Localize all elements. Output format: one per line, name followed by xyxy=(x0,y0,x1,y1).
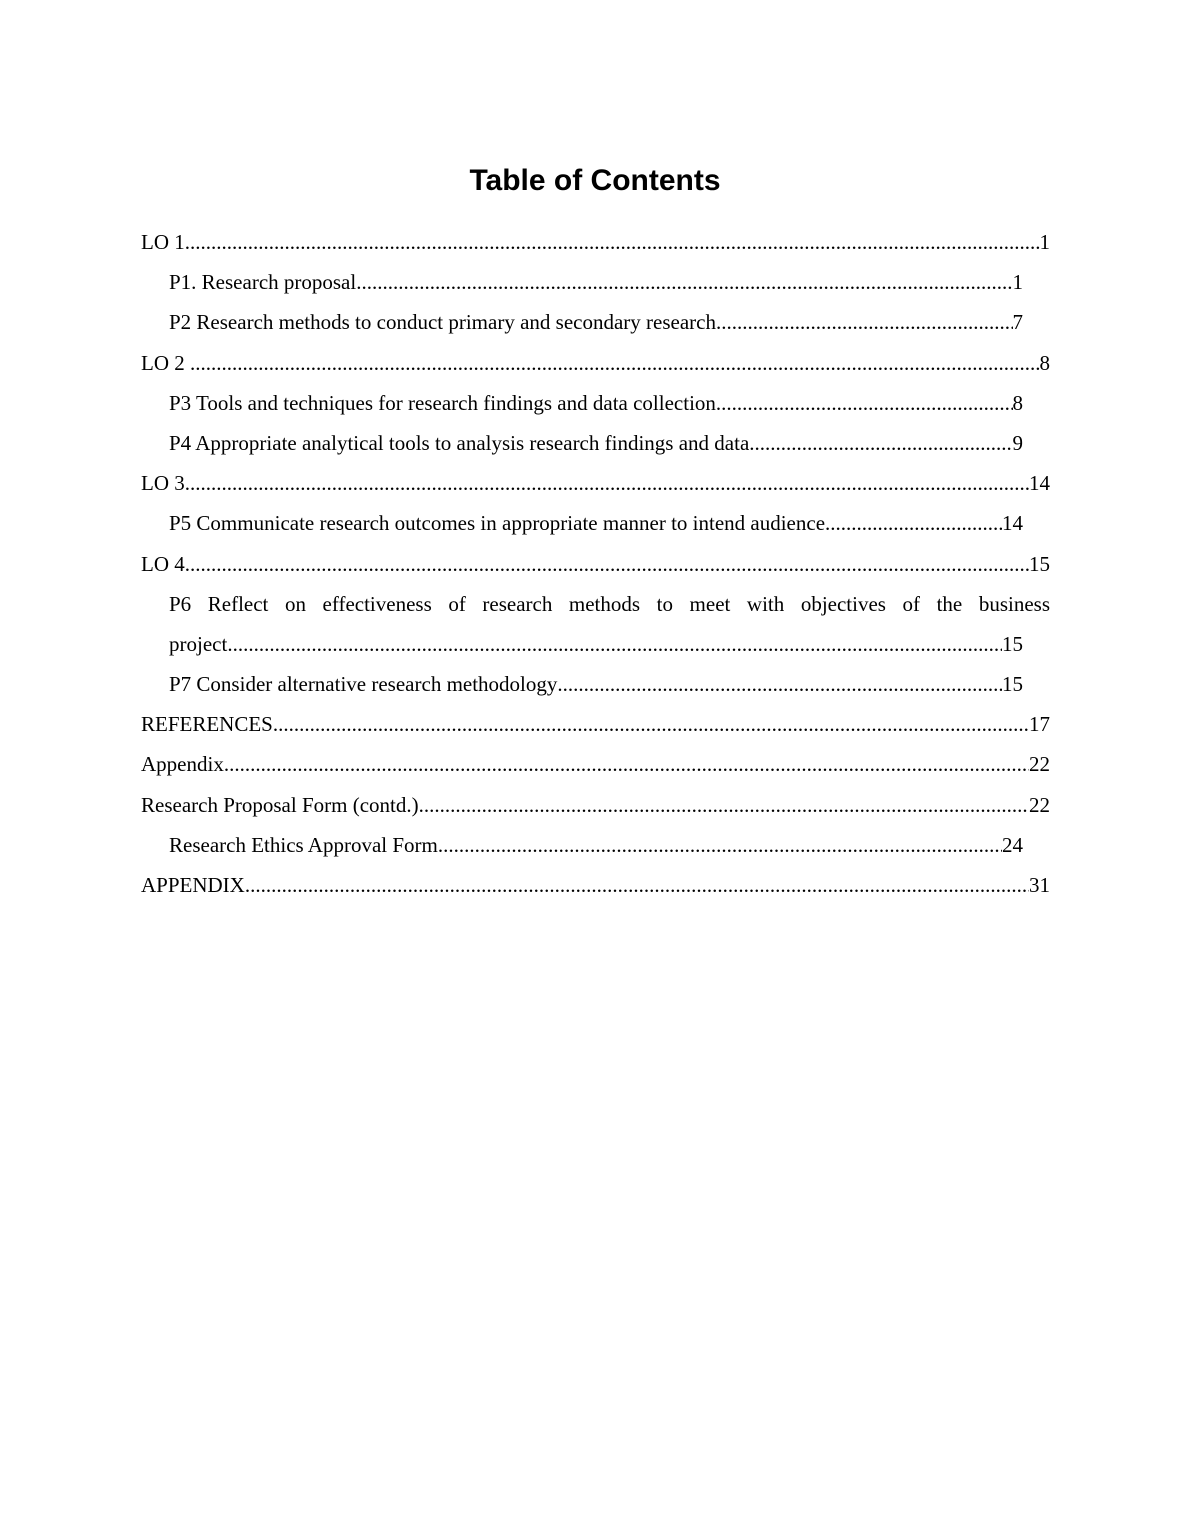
toc-entry-page: 1 xyxy=(1012,270,1023,295)
toc-entry-page: 22 xyxy=(1029,792,1050,817)
dot-leader xyxy=(273,708,1029,740)
toc-entry-lo3[interactable] xyxy=(141,467,1050,507)
dot-leader xyxy=(356,266,1012,298)
toc-entry-label: P5 Communicate research outcomes in appropriate manner to intend audience xyxy=(169,511,826,536)
dot-leader xyxy=(716,387,1013,419)
toc-entry-label: LO 2 xyxy=(141,350,190,375)
toc-entry-p5[interactable] xyxy=(169,507,1023,547)
toc-entry-label-line1: P6 Reflect on effectiveness of research methods to meet with objectives of the business xyxy=(169,591,1050,616)
table-of-contents xyxy=(141,226,1050,909)
toc-entry-lo2[interactable] xyxy=(141,347,1050,387)
toc-entry-label: REFERENCES xyxy=(141,712,273,737)
dot-leader xyxy=(227,628,1002,660)
toc-entry-label: Research Proposal Form (contd.) xyxy=(141,792,419,817)
toc-entry-label: P3 Tools and techniques for research findings and data collection xyxy=(169,390,716,415)
toc-entry-p4[interactable] xyxy=(169,427,1023,467)
dot-leader xyxy=(419,789,1029,821)
dot-leader xyxy=(438,829,1002,861)
toc-entry-label: APPENDIX xyxy=(141,873,245,898)
toc-entry-label: P2 Research methods to conduct primary and secondary research xyxy=(169,310,716,335)
toc-entry-page: 31 xyxy=(1029,873,1050,898)
toc-entry-label-line2: project xyxy=(169,631,228,656)
toc-entry-page: 8 xyxy=(1039,350,1050,375)
toc-entry-label: LO 4 xyxy=(141,551,185,576)
dot-leader xyxy=(185,548,1029,580)
toc-entry-p3[interactable] xyxy=(169,387,1023,427)
toc-entry-appendix[interactable] xyxy=(141,748,1050,788)
toc-title: Table of Contents xyxy=(469,164,721,197)
toc-entry-page: 1 xyxy=(1039,230,1050,254)
toc-entry-label: P4 Appropriate analytical tools to analysis research findings and data xyxy=(169,430,750,455)
toc-entry-p7[interactable] xyxy=(169,668,1023,708)
toc-entry-p1[interactable] xyxy=(169,266,1023,306)
dot-leader xyxy=(716,306,1013,338)
toc-entry-p2[interactable] xyxy=(169,306,1023,346)
toc-entry-page: 15 xyxy=(1002,631,1023,656)
toc-entry-p6[interactable] xyxy=(169,588,1050,668)
toc-entry-label: LO 3 xyxy=(141,471,185,496)
toc-entry-label: P7 Consider alternative research methodology xyxy=(169,672,558,697)
dot-leader xyxy=(749,427,1012,459)
toc-entry-label: P1. Research proposal xyxy=(169,270,357,295)
toc-entry-page: 17 xyxy=(1029,712,1050,737)
toc-entry-page: 14 xyxy=(1002,511,1023,536)
dot-leader xyxy=(185,226,1040,258)
toc-entry-page: 8 xyxy=(1012,390,1023,415)
toc-entry-page: 15 xyxy=(1002,672,1023,697)
toc-entry-label: LO 1 xyxy=(141,230,185,254)
toc-entry-lo1[interactable] xyxy=(141,226,1050,266)
dot-leader xyxy=(224,748,1029,780)
toc-entry-label: Research Ethics Approval Form xyxy=(169,832,438,857)
toc-entry-page: 9 xyxy=(1012,430,1023,455)
dot-leader xyxy=(557,668,1002,700)
toc-entry-page: 14 xyxy=(1029,471,1050,496)
toc-entry-page: 7 xyxy=(1012,310,1023,335)
toc-entry-label: Appendix xyxy=(141,752,224,777)
dot-leader xyxy=(825,507,1002,539)
toc-entry-references[interactable] xyxy=(141,708,1050,748)
toc-entry-lo4[interactable] xyxy=(141,548,1050,588)
toc-entry-ethics-approval-form[interactable] xyxy=(169,829,1023,869)
dot-leader xyxy=(190,347,1040,379)
toc-entry-page: 22 xyxy=(1029,752,1050,777)
toc-entry-page: 15 xyxy=(1029,551,1050,576)
toc-entry-research-proposal-form[interactable] xyxy=(141,789,1050,829)
dot-leader xyxy=(185,467,1029,499)
toc-entry-appendix-caps[interactable] xyxy=(141,869,1050,909)
toc-entry-page: 24 xyxy=(1002,832,1023,857)
dot-leader xyxy=(245,869,1029,901)
